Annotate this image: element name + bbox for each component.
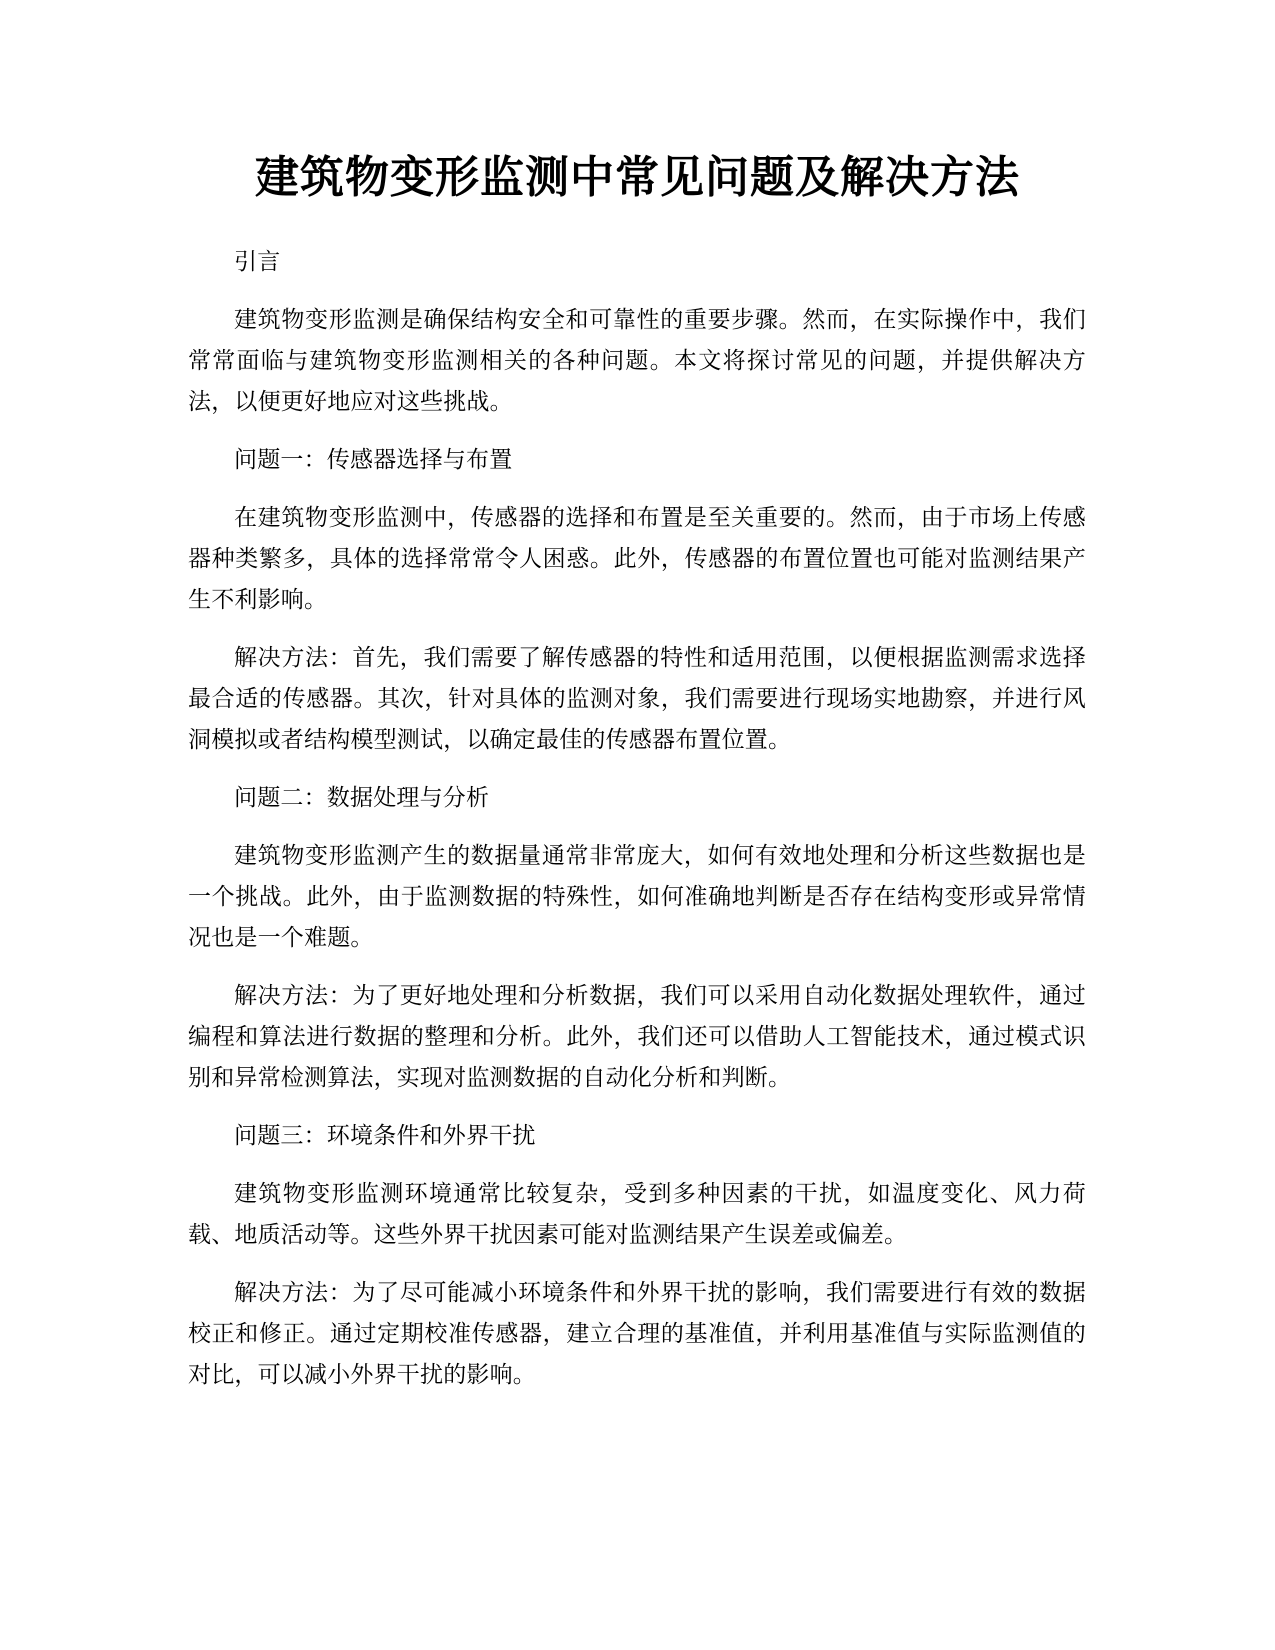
section-heading-problem-1: 问题一：传感器选择与布置 <box>234 447 513 473</box>
paragraph-solution-1: 解决方法：首先，我们需要了解传感器的特性和适用范围，以便根据监测需求选择最合适的传感器。其次，针对具体的监测对象，我们需要进行现场实地勘察，并进行风洞模拟或者结构模型测试，以确定最佳的传感器布置位置。 <box>188 645 1086 753</box>
section-heading-introduction: 引言 <box>234 249 281 275</box>
document-body <box>188 242 1086 1413</box>
paragraph-introduction: 建筑物变形监测是确保结构安全和可靠性的重要步骤。然而，在实际操作中，我们常常面临与建筑物变形监测相关的各种问题。本文将探讨常见的问题，并提供解决方法，以便更好地应对这些挑战。 <box>188 307 1086 415</box>
paragraph-solution-3: 解决方法：为了尽可能减小环境条件和外界干扰的影响，我们需要进行有效的数据校正和修正。通过定期校准传感器，建立合理的基准值，并利用基准值与实际监测值的对比，可以减小外界干扰的影响。 <box>188 1280 1086 1388</box>
paragraph-problem-1: 在建筑物变形监测中，传感器的选择和布置是至关重要的。然而，由于市场上传感器种类繁多，具体的选择常常令人困惑。此外，传感器的布置位置也可能对监测结果产生不利影响。 <box>188 505 1086 613</box>
paragraph-solution-2: 解决方法：为了更好地处理和分析数据，我们可以采用自动化数据处理软件，通过编程和算法进行数据的整理和分析。此外，我们还可以借助人工智能技术，通过模式识别和异常检测算法，实现对监测数据的自动化分析和判断。 <box>188 983 1086 1091</box>
paragraph-problem-3: 建筑物变形监测环境通常比较复杂，受到多种因素的干扰，如温度变化、风力荷载、地质活动等。这些外界干扰因素可能对监测结果产生误差或偏差。 <box>188 1181 1086 1248</box>
section-heading-problem-2: 问题二：数据处理与分析 <box>234 785 490 811</box>
document-title: 建筑物变形监测中常见问题及解决方法 <box>255 152 1020 203</box>
paragraph-problem-2: 建筑物变形监测产生的数据量通常非常庞大，如何有效地处理和分析这些数据也是一个挑战。此外，由于监测数据的特殊性，如何准确地判断是否存在结构变形或异常情况也是一个难题。 <box>188 843 1086 951</box>
section-heading-problem-3: 问题三：环境条件和外界干扰 <box>234 1123 536 1149</box>
